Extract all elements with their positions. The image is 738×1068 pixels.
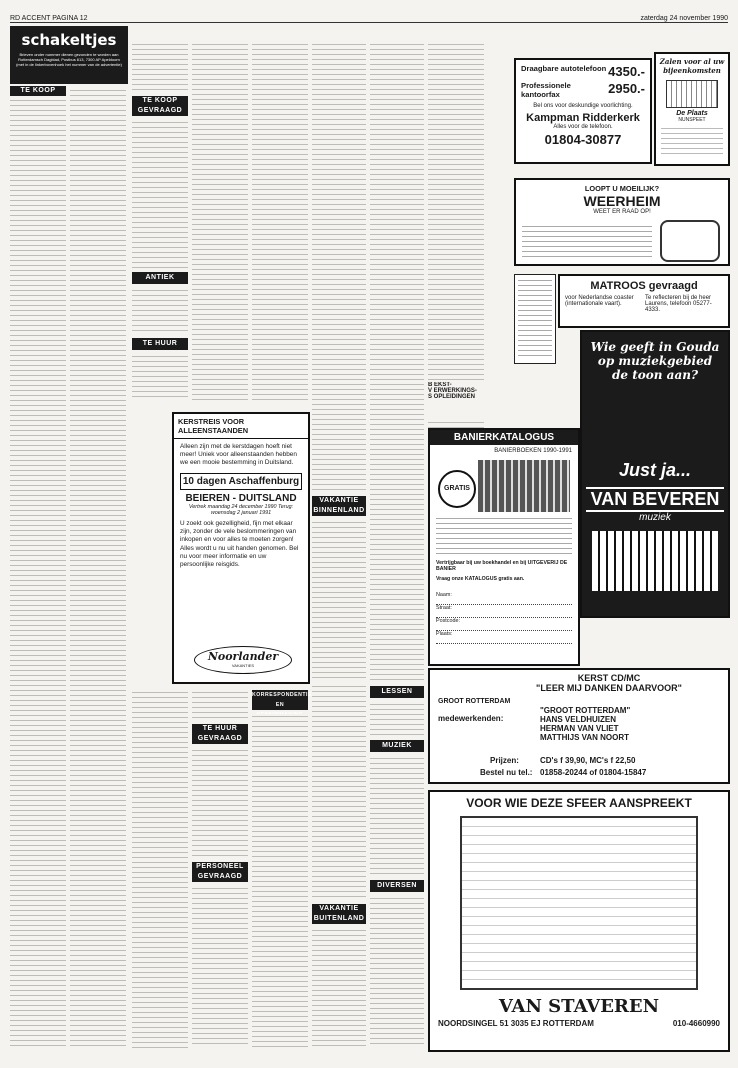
column-4-huur <box>192 748 248 858</box>
column-6-vakantie <box>312 520 366 680</box>
kerstreis-banner: 10 dagen Aschaffenburg <box>180 473 302 490</box>
kerst-cd-name-3: HERMAN VAN VLIET <box>540 724 619 733</box>
column-4-personeel <box>192 886 248 1048</box>
kerst-cd-ad <box>428 668 730 784</box>
column-5-top <box>252 42 308 400</box>
kerst-cd-price: CD's f 39,90, MC's f 22,50 <box>540 756 636 765</box>
katalogus-title: BANIERKATALOGUS <box>430 430 578 445</box>
noorlander-sub: VAKANTIES <box>231 663 255 668</box>
column-6-top <box>312 42 366 492</box>
bexton-line1: B EKST- <box>428 382 452 388</box>
kerstreis-dates: Vertrek maandag 24 december 1990 Terug: woensdag 2 januari 1991 <box>188 504 294 516</box>
column-6-bottom <box>312 928 366 1048</box>
katalogus-sub: BANIERBOEKEN 1990-1991 <box>494 448 572 454</box>
form-naam[interactable]: Naam: <box>436 592 572 605</box>
column-7-muziek <box>370 756 424 876</box>
kerstreis-destination: BEIEREN - DUITSLAND <box>185 493 297 504</box>
scooter-icon <box>660 220 720 262</box>
page-date: zaterdag 24 november 1990 <box>640 15 728 22</box>
column-4-lower <box>192 690 248 720</box>
zalen-city: NUNSPEET <box>678 117 706 123</box>
van-beveren-ad <box>580 330 730 618</box>
masthead-title: schakeltjes <box>21 31 117 49</box>
column-7-diversen <box>370 896 424 1048</box>
section-te-huur: TE HUUR <box>132 338 188 350</box>
zalen-title: Zalen voor al uw bijeenkomsten <box>659 57 725 75</box>
kerstreis-lead: Alleen zijn met de kerstdagen hoeft niet meer! Uniek voor alleenstaanden hebben we een mooie bestemming in Duitsland. <box>180 443 297 466</box>
volledige-kennis-ad <box>514 274 556 364</box>
kampman-tagline: Bel ons voor deskundige voorlichting. <box>533 103 633 109</box>
kampman-ad <box>514 58 652 164</box>
column-7 <box>370 42 424 682</box>
staveren-title: VOOR WIE DEZE SFEER AANSPREEKT <box>466 796 692 810</box>
schakeltjes-masthead <box>10 26 128 84</box>
noorlander-name: Noorlander <box>207 650 279 663</box>
kerstreis-ad <box>172 412 310 684</box>
kerst-cd-title: KERST CD/MC <box>577 673 641 683</box>
matroos-right: Te reflecteren bij de heer Laurens, telefoon 05277-4333. <box>645 295 712 313</box>
column-1 <box>10 88 66 1048</box>
beveren-name: VAN BEVEREN <box>586 487 724 512</box>
form-straat[interactable]: Straat: <box>436 605 572 618</box>
katalogus-order: Vraag onze KATALOGUS gratis aan. <box>436 576 525 582</box>
section-diversen: DIVERSEN <box>370 880 424 892</box>
beveren-headline: Wie geeft in Gouda op muziekgebied de toon aan? <box>590 340 720 382</box>
beveren-sub: muziek <box>639 512 671 523</box>
staveren-address: NOORDSINGEL 51 3035 EJ ROTTERDAM <box>438 1019 594 1028</box>
section-korrespondentie: KORRESPONDENTIE EN <box>252 692 312 708</box>
section-vakantie-buitenland: VAKANTIE BUITENLAND <box>313 905 365 922</box>
kerst-cd-quote: "LEER MIJ DANKEN DAARVOOR" <box>536 683 682 693</box>
section-muziek: MUZIEK <box>370 740 424 752</box>
matroos-left: voor Nederlandse coaster (internationale vaart). <box>565 295 634 307</box>
van-staveren-ad <box>428 790 730 1052</box>
beveren-just: Just ja... <box>618 460 692 480</box>
form-plaats[interactable]: Plaats: <box>436 631 572 644</box>
books-stack-icon <box>478 460 570 512</box>
de-plaats-building-icon <box>666 80 718 108</box>
kampman-line2: Professionele kantoorfax <box>521 81 571 99</box>
matroos-ad <box>558 274 730 328</box>
kerstreis-body: U zoekt ook gezelligheid, fijn met elkaar zijn, zonder de vele beslommeringen van inkopen en voor alles te moeten zorgen! Alles wordt u nu uit handen genomen. Bel nu voor meer informatie en uw persoonlijke reisgids. <box>180 520 299 569</box>
bexton-ad <box>428 382 562 412</box>
page-label: RD ACCENT PAGINA 12 <box>10 15 88 22</box>
column-7-lessen <box>370 702 424 736</box>
kerst-cd-name-4: MATTHIJS VAN NOORT <box>540 733 630 742</box>
kerst-cd-order-label: Bestel nu tel.: <box>480 768 533 777</box>
kampman-phone: 01804-30877 <box>544 132 622 147</box>
kerst-cd-medewerkenden: medewerkenden: <box>438 714 504 723</box>
kerst-cd-name-1: "GROOT ROTTERDAM" <box>540 706 631 715</box>
matroos-title: MATROOS gevraagd <box>590 280 698 292</box>
weerheim-ad <box>514 178 730 266</box>
weerheim-sub: WEET ER RAAD OP! <box>593 209 651 215</box>
staveren-phone: 010-4660990 <box>672 1019 720 1028</box>
piano-keys-icon <box>592 531 718 591</box>
bexton-line3: S OPLEIDINGEN <box>428 394 476 400</box>
section-personeel: PERSONEEL GEVRAAGD <box>192 862 248 882</box>
masthead-intro: Brieven onder nummer dienen gezonden te worden aan Rotterdamsch Dagblad, Postbus 613, 7300 AP Apeldoorn (met in de linkerbovenhoek het nummer van de advertentie) <box>16 52 122 67</box>
kampman-price2: 2950.- <box>608 81 645 96</box>
staveren-name: VAN STAVEREN <box>498 996 660 1017</box>
kerst-cd-name-2: HANS VELDHUIZEN <box>540 715 617 724</box>
kampman-price1: 4350.- <box>608 64 645 79</box>
fireplace-illustration <box>460 816 698 990</box>
column-3-top <box>132 42 188 92</box>
column-3-antiek <box>132 288 188 334</box>
column-8 <box>428 42 484 382</box>
section-vakantie: VAKANTIE BINNENLAND <box>313 497 365 514</box>
zalen-name: De Plaats <box>676 110 708 117</box>
kampman-line1: Draagbare autotelefoon <box>521 64 607 73</box>
kampman-name: Kampman Ridderkerk <box>526 112 640 124</box>
weerheim-question: LOOPT U MOEILIJK? <box>584 184 660 193</box>
column-2 <box>70 88 126 1048</box>
katalogus-caption: Vertrijgbaar bij uw boekhandel en bij UITGEVERIJ DE BANIER <box>436 560 568 572</box>
kampman-sub: Alles voor de telefoon. <box>553 124 613 130</box>
kerst-cd-phone: 01858-20244 of 01804-15847 <box>540 768 647 777</box>
section-antiek: ANTIEK <box>132 272 188 284</box>
column-3-huur <box>132 354 188 400</box>
kerst-cd-price-label: Prijzen: <box>490 756 519 765</box>
noorlander-logo <box>194 646 292 674</box>
bexton-line2: V ERWERKINGS- <box>428 388 477 394</box>
section-te-koop: TE KOOP <box>10 86 66 96</box>
column-4-top <box>192 42 248 400</box>
section-te-huur-gevraagd: TE HUUR GEVRAAGD <box>192 724 248 744</box>
column-6-lower <box>312 684 366 900</box>
kerst-cd-org: GROOT ROTTERDAM <box>438 698 511 705</box>
katalogus-gratis-badge: GRATIS <box>438 470 476 508</box>
page-header <box>10 6 728 23</box>
column-3-mid <box>132 120 188 268</box>
zalen-ad <box>654 52 730 166</box>
katalogus-form <box>436 592 572 644</box>
section-te-koop-gevraagd: TE KOOP GEVRAAGD <box>132 96 188 116</box>
katalogus-ad <box>428 428 580 666</box>
kerstreis-title: KERSTREIS VOOR ALLEENSTAANDEN <box>174 414 308 439</box>
form-postcode[interactable]: Postcode: <box>436 618 572 631</box>
weerheim-name: WEERHEIM <box>583 193 661 209</box>
column-5-bottom <box>252 714 308 1048</box>
section-lessen: LESSEN <box>370 686 424 698</box>
column-3-bottom <box>132 690 188 1048</box>
